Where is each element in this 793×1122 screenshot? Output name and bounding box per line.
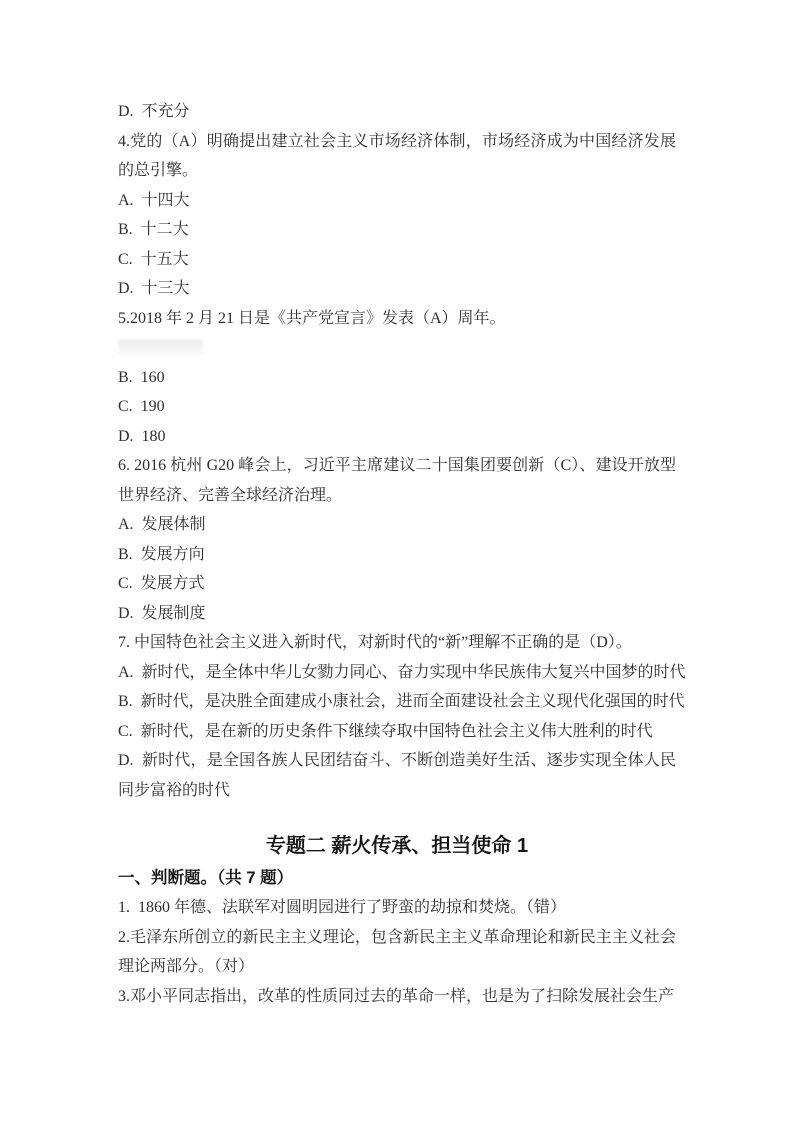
q6-option-c: C. 发展方式 <box>118 575 205 592</box>
q4-option-d: D. 十三大 <box>118 280 190 297</box>
section-heading: 一、判断题。（共 7 题） <box>118 869 294 887</box>
q5-text: 5.2018 年 2 月 21 日是《共产党宣言》发表（A）周年。 <box>118 309 506 327</box>
q4-option-a: A. 十四大 <box>118 191 190 209</box>
q5-option-d: D. 180 <box>118 427 166 445</box>
judge-q2-text: 2.毛泽东所创立的新民主主义理论，包含新民主主义革命理论和新民主主义社会理论两部分。（对） <box>118 928 676 975</box>
q-prev-option-d: D. 不充分 <box>118 103 190 120</box>
q7-text: 7. 中国特色社会主义进入新时代，对新时代的“新”理解不正确的是（D）。 <box>118 634 632 651</box>
q4-option-c: C. 十五大 <box>118 250 189 268</box>
q6-option-d: D. 发展制度 <box>118 604 206 622</box>
q5-option-a-redacted <box>118 333 676 363</box>
q4-text: 4.党的（A）明确提出建立社会主义市场经济体制，市场经济成为中国经济发展的总引擎。 <box>118 132 676 179</box>
q6-option-b: B. 发展方向 <box>118 545 205 563</box>
q6-text: 6. 2016 杭州 G20 峰会上，习近平主席建议二十国集团要创新（C）、建设开放型世界经济、完善全球经济治理。 <box>118 457 676 504</box>
chapter-heading: 专题二 薪火传承、担当使命 1 <box>265 835 529 857</box>
judge-q3-text: 3.邓小平同志指出，改革的性质同过去的革命一样，也是为了扫除发展社会生产 <box>118 987 675 1005</box>
q6-option-a: A. 发展体制 <box>118 516 206 533</box>
q7-option-d: D. 新时代，是全国各族人民团结奋斗、不断创造美好生活、逐步实现全体人民同步富裕的时代 <box>118 752 676 799</box>
q7-option-c: C. 新时代，是在新的历史条件下继续夺取中国特色社会主义伟大胜利的时代 <box>118 722 653 740</box>
q5-option-b: B. 160 <box>118 368 165 386</box>
q7-option-a: A. 新时代，是全体中华儿女勠力同心、奋力实现中华民族伟大复兴中国梦的时代 <box>118 663 686 681</box>
judge-q1-text: 1. 1860 年德、法联军对圆明园进行了野蛮的劫掠和焚烧。（错） <box>118 899 567 916</box>
q7-option-b: B. 新时代，是决胜全面建成小康社会，进而全面建设社会主义现代化强国的时代 <box>118 693 685 710</box>
redacted-answer-box <box>118 340 203 355</box>
q4-option-b: B. 十二大 <box>118 221 189 238</box>
q5-option-c: C. 190 <box>118 398 165 415</box>
